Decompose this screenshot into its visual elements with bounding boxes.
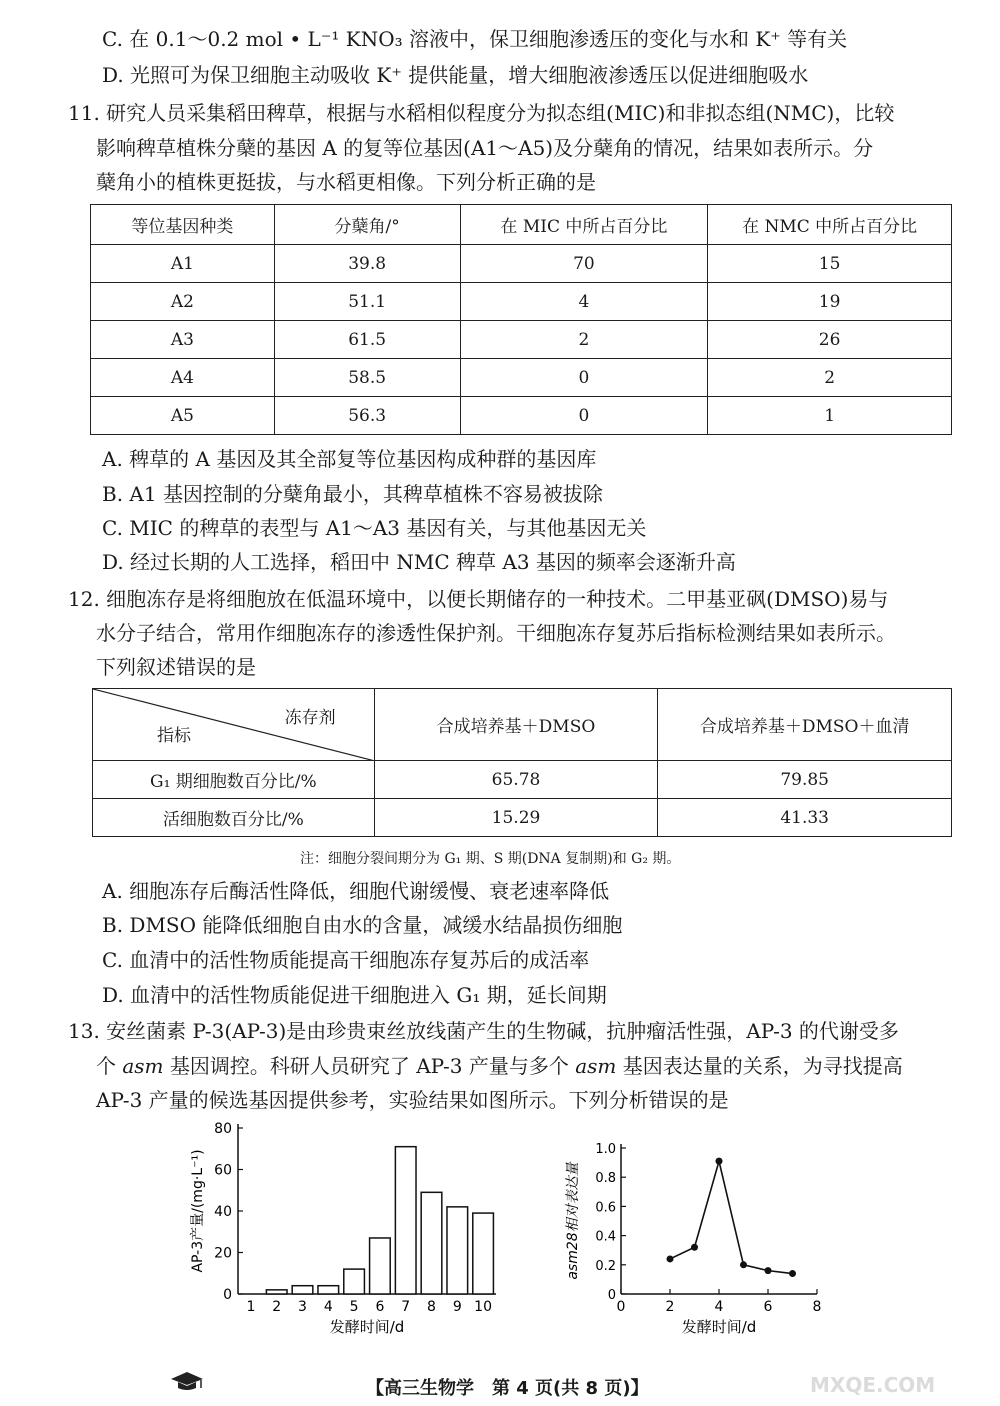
table-cell: 51.1 — [274, 283, 460, 321]
data-point — [765, 1267, 772, 1274]
table-row — [91, 321, 952, 359]
y-tick-label: 0.4 — [595, 1229, 616, 1245]
q12-option-c: C. 血清中的活性物质能提高干细胞冻存复苏后的成活率 — [102, 948, 590, 972]
table-cell: 0 — [460, 359, 708, 397]
bar — [395, 1147, 416, 1294]
x-tick-label: 8 — [427, 1299, 436, 1315]
q12-corner-cell — [93, 689, 375, 761]
bar — [473, 1213, 494, 1294]
data-point — [789, 1270, 796, 1277]
q11-option-c: C. MIC 的稗草的表型与 A1～A3 基因有关，与其他基因无关 — [102, 516, 647, 540]
x-tick-label: 2 — [665, 1299, 675, 1315]
table-cell: 39.8 — [274, 245, 460, 283]
table-cell: 活细胞数百分比/% — [93, 799, 375, 837]
data-point — [716, 1158, 723, 1165]
x-tick-label: 2 — [272, 1299, 282, 1315]
y-axis-label: AP-3产量/(mg·L⁻¹) — [190, 1149, 206, 1273]
y-tick-label: 0 — [223, 1287, 232, 1303]
table-cell: A4 — [91, 359, 275, 397]
data-point — [667, 1255, 674, 1262]
table-cell: 65.78 — [374, 761, 658, 799]
x-tick-label: 9 — [452, 1299, 462, 1315]
x-tick-label: 3 — [298, 1299, 307, 1315]
x-axis-label: 发酵时间/d — [329, 1318, 405, 1336]
table-row — [91, 245, 952, 283]
x-axis-label: 发酵时间/d — [681, 1318, 757, 1336]
data-point — [691, 1244, 698, 1251]
table-cell: A5 — [91, 397, 275, 435]
q11-option-d: D. 经过长期的人工选择，稻田中 NMC 稗草 A3 基因的频率会逐渐升高 — [102, 550, 736, 574]
q11-stem-line-1: 11. 研究人员采集稻田稗草，根据与水稻相似程度分为拟态组(MIC)和非拟态组(NMC)，比较 — [68, 101, 895, 125]
series-line — [670, 1161, 793, 1273]
q13-stem-seg: 基因调控。科研人员研究了 AP-3 产量与多个 — [163, 1054, 576, 1078]
table-cell: 19 — [708, 283, 952, 321]
ap3-yield-bar-chart — [180, 1118, 510, 1348]
table-row — [93, 761, 952, 799]
q12-header-col-1: 合成培养基＋DMSO — [374, 689, 658, 761]
table-cell: 2 — [708, 359, 952, 397]
table-row — [91, 397, 952, 435]
table-cell: 2 — [460, 321, 708, 359]
y-tick-label: 0.2 — [595, 1258, 616, 1274]
y-tick-label: 20 — [214, 1245, 232, 1262]
q11-header-mic: 在 MIC 中所占百分比 — [460, 205, 708, 245]
x-tick-label: 5 — [349, 1299, 359, 1315]
y-tick-label: 0.6 — [595, 1200, 616, 1216]
q12-header-col-2: 合成培养基＋DMSO＋血清 — [658, 689, 952, 761]
bar — [266, 1290, 287, 1294]
q13-stem-line-1: 13. 安丝菌素 P-3(AP-3)是由珍贵束丝放线菌产生的生物碱，抗肿瘤活性强，AP-3 的代谢受多 — [68, 1019, 899, 1043]
q12-table-header-row — [93, 689, 952, 761]
x-tick-label: 6 — [763, 1299, 773, 1315]
y-tick-label: 1.0 — [595, 1142, 616, 1157]
bar — [447, 1207, 468, 1294]
x-tick-label: 10 — [474, 1299, 493, 1315]
table-cell: 1 — [708, 397, 952, 435]
q11-option-a: A. 稗草的 A 基因及其全部复等位基因构成种群的基因库 — [102, 447, 597, 471]
q12-option-a: A. 细胞冻存后酶活性降低，细胞代谢缓慢、衰老速率降低 — [102, 879, 610, 903]
q13-stem-seg: 基因表达量的关系，为寻找提高 — [616, 1054, 903, 1078]
q12-stem-line-3: 下列叙述错误的是 — [96, 655, 256, 679]
q12-stem-line-1: 12. 细胞冻存是将细胞放在低温环境中，以便长期储存的一种技术。二甲基亚砜(DMSO)易与 — [68, 587, 889, 611]
table-cell: A1 — [91, 245, 275, 283]
q13-stem-seg: 个 — [96, 1054, 123, 1078]
graduation-cap-icon — [170, 1370, 204, 1392]
y-tick-label: 40 — [214, 1204, 232, 1220]
asm28-expression-line-chart — [555, 1130, 845, 1348]
q11-header-nmc: 在 NMC 中所占百分比 — [708, 205, 952, 245]
y-tick-label: 80 — [214, 1121, 232, 1137]
x-tick-label: 4 — [714, 1299, 724, 1315]
page-footer: 【高三生物学 第 4 页(共 8 页)】 — [366, 1378, 649, 1399]
q13-stem-line-2 — [96, 1051, 903, 1081]
y-tick-label: 0 — [607, 1288, 616, 1303]
q12-stem-line-2: 水分子结合，常用作细胞冻存的渗透性保护剂。干细胞冻存复苏后指标检测结果如表所示。 — [96, 621, 896, 645]
q12-corner-top-label: 冻存剂 — [284, 708, 336, 728]
table-cell: A3 — [91, 321, 275, 359]
table-cell: 15 — [708, 245, 952, 283]
table-cell: 61.5 — [274, 321, 460, 359]
q12-table-note: 注：细胞分裂间期分为 G₁ 期、S 期(DNA 复制期)和 G₂ 期。 — [300, 851, 681, 867]
y-axis-label: asm28相对表达量 — [565, 1162, 581, 1280]
q11-option-b: B. A1 基因控制的分蘖角最小，其稗草植株不容易被拔除 — [102, 482, 603, 506]
q11-stem-line-2: 影响稗草植株分蘖的基因 A 的复等位基因(A1～A5)及分蘖角的情况，结果如表所示。分 — [96, 136, 874, 160]
y-tick-label: 0.8 — [595, 1171, 616, 1187]
table-cell: 26 — [708, 321, 952, 359]
bar — [344, 1269, 365, 1294]
q11-header-angle: 分蘖角/° — [274, 205, 460, 245]
table-row — [93, 799, 952, 837]
bar — [318, 1286, 339, 1294]
q10-option-c: C. 在 0.1～0.2 mol • L⁻¹ KNO₃ 溶液中，保卫细胞渗透压的变化与水和 K⁺ 等有关 — [102, 27, 848, 51]
q13-stem-line-3: AP-3 产量的候选基因提供参考，实验结果如图所示。下列分析错误的是 — [96, 1088, 729, 1112]
q11-table — [90, 204, 952, 435]
table-cell: 4 — [460, 283, 708, 321]
x-tick-label: 6 — [375, 1299, 385, 1315]
gene-name-italic: asm — [122, 1054, 164, 1078]
table-cell: 15.29 — [374, 799, 658, 837]
q10-option-d: D. 光照可为保卫细胞主动吸收 K⁺ 提供能量，增大细胞液渗透压以促进细胞吸水 — [102, 63, 809, 87]
q12-table — [92, 688, 952, 837]
watermark-logo — [800, 1330, 980, 1400]
bar — [421, 1192, 442, 1294]
y-tick-label: 60 — [214, 1162, 232, 1179]
gene-name-italic: asm — [575, 1054, 617, 1078]
table-cell: 41.33 — [658, 799, 952, 837]
bar — [370, 1238, 391, 1294]
table-cell: A2 — [91, 283, 275, 321]
table-cell: 70 — [460, 245, 708, 283]
q12-option-d: D. 血清中的活性物质能促进干细胞进入 G₁ 期，延长间期 — [102, 983, 607, 1007]
bar — [292, 1286, 313, 1294]
q11-stem-line-3: 蘖角小的植株更挺拔，与水稻更相像。下列分析正确的是 — [96, 170, 596, 194]
x-tick-label: 4 — [323, 1299, 333, 1315]
table-row — [91, 283, 952, 321]
q11-table-header-row — [91, 205, 952, 245]
table-cell: 58.5 — [274, 359, 460, 397]
table-cell: 56.3 — [274, 397, 460, 435]
x-tick-label: 0 — [616, 1299, 626, 1315]
x-tick-label: 8 — [812, 1299, 822, 1315]
x-tick-label: 7 — [401, 1299, 411, 1315]
q11-header-allele: 等位基因种类 — [91, 205, 275, 245]
table-cell: G₁ 期细胞数百分比/% — [93, 761, 375, 799]
data-point — [740, 1261, 747, 1268]
watermark-text: MXQE.COM — [810, 1373, 936, 1397]
q12-option-b: B. DMSO 能降低细胞自由水的含量，减缓水结晶损伤细胞 — [102, 913, 623, 937]
table-cell: 0 — [460, 397, 708, 435]
table-row — [91, 359, 952, 397]
table-cell: 79.85 — [658, 761, 952, 799]
q12-corner-bottom-label: 指标 — [157, 726, 191, 746]
x-tick-label: 1 — [246, 1299, 256, 1315]
